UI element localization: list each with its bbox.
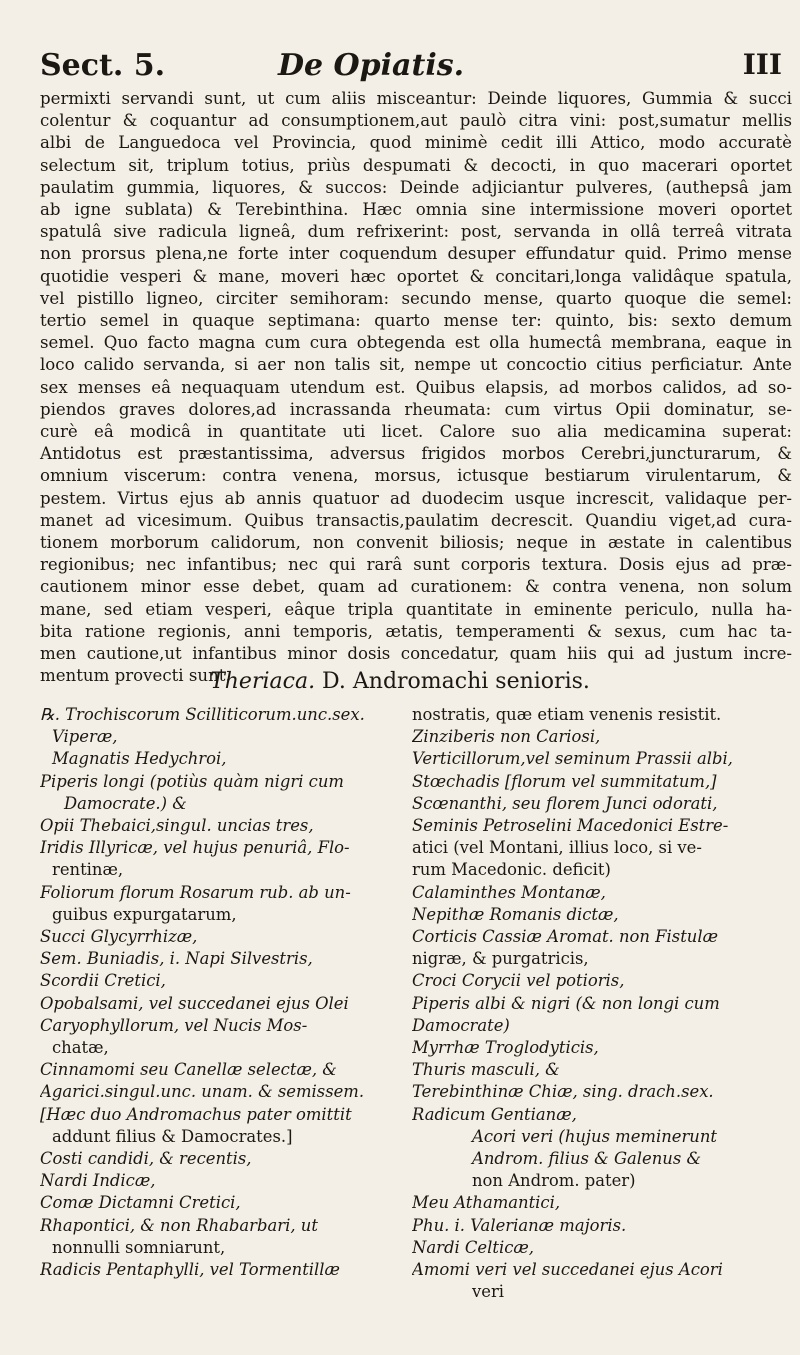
recipe-line: Calaminthes Montanæ, [412,882,606,902]
recipe-line: Succi Glycyrrhizæ, [40,927,198,947]
heading-rest: D. Andromachi senioris. [315,669,590,694]
text-line: spatulâ sive radicula ligneâ, dum refrixerint: post, servanda in ollâ terreâ vitrata [40,222,792,242]
text-line: selectum sit, triplum totius, priùs despumati & decocti, in quo macerari oportet [40,155,792,175]
recipe-line: nigræ, & purgatricis, [412,949,589,969]
running-head [40,48,782,88]
text-line: tertio semel in quaque septimana: quarto mense ter: quinto, bis: sexto demum [40,311,792,331]
text-line: mentum provecti sunt. [40,666,231,686]
heading-italic-part: Theriaca. [210,669,316,694]
text-line: sex menses eâ nequaquam utendum est. Quibus elapsis, ad morbos calidos, ad so- [40,377,792,397]
page-header-title: De Opiatis. [278,48,465,83]
recipe-line: Stœchadis [florum vel summitatum,] [412,771,717,791]
text-line: non prorsus plena,ne forte inter coquendum desuper effundatur quid. Primo mense [40,244,792,264]
text-line: loco calido servanda, si aer non talis sit, nempe ut concoctio citius perficiatur. Ante [40,355,792,375]
recipe-line: atici (vel Montani, illius loco, si ve- [412,838,702,858]
text-line: mane, sed etiam vesperi, eâque tripla quantitate in eminente periculo, nulla ha- [40,599,792,619]
recipe-line: Radicum Gentianæ, [412,1104,577,1124]
text-line: Antidotus est præstantissima, adversus frigidos morbos Cerebri,juncturarum, & [40,444,792,464]
main-paragraph [40,88,792,687]
recipe-left-column [40,704,400,1281]
recipe-line: Corticis Cassiæ Aromat. non Fistulæ [412,927,718,947]
recipe-line: Verticillorum,vel seminum Prassii albi, [412,749,733,769]
recipe-line: Scordii Cretici, [40,971,166,991]
recipe-line: Rhapontici, & non Rhabarbari, ut [40,1215,318,1235]
recipe-line: Radicis Pentaphylli, vel Tormentillæ [40,1260,340,1280]
recipe-line: [Hæc duo Andromachus pater omittit [40,1104,352,1124]
section-number: Sect. 5. [40,48,166,83]
recipe-line: nostratis, quæ etiam venenis resistit. [412,705,722,724]
recipe-line: Agarici.singul.unc. unam. & semissem. [40,1082,365,1102]
recipe-line: Costi candidi, & recentis, [40,1149,252,1169]
text-line: paulatim gummia, liquores, & succos: Deinde adjiciantur pulveres, (authepsâ jam [40,177,792,197]
recipe-line: Comæ Dictamni Cretici, [40,1193,241,1213]
recipe-line: Caryophyllorum, vel Nucis Mos- [40,1015,308,1035]
recipe-line: Terebinthinæ Chiæ, sing. drach.sex. [412,1082,714,1102]
recipe-line: addunt filius & Damocrates.] [52,1126,293,1146]
text-line: permixti servandi sunt, ut cum aliis misceantur: Deinde liquores, Gummia & succi [40,89,792,108]
text-line: colentur & coquantur ad consumptionem,aut paulò citra vini: post,sumatur mellis [40,111,792,131]
text-line: vel pistillo ligneo, circiter semihoram: secundo mense, quarto quoque die semel: [40,288,792,308]
recipe-line: rentinæ, [52,860,124,880]
recipe-line: Sem. Buniadis, i. Napi Silvestris, [40,949,313,969]
recipe-line: ℞. Trochiscorum Scilliticorum.unc.sex. [40,705,365,724]
recipe-line: Opobalsami, vel succedanei ejus Olei [40,993,349,1013]
recipe-line: Croci Corycii vel potioris, [412,971,625,991]
text-line: piendos graves dolores,ad incrassanda rheumata: cum virtus Opii dominatur, se- [40,399,792,419]
page-number: III [742,48,782,81]
recipe-line: Iridis Illyricæ, vel hujus penuriâ, Flo- [40,838,350,858]
recipe-line: chatæ, [52,1038,109,1058]
recipe-line: Phu. i. Valerianæ majoris. [412,1215,627,1235]
recipe-line: Thuris masculi, & [412,1060,560,1080]
recipe-line: rum Macedonic. deficit) [412,860,611,880]
recipe-line: Amomi veri vel succedanei ejus Acori [412,1260,723,1280]
recipe-line: Nardi Indicæ, [40,1171,156,1191]
recipe-line: Damocrate) [412,1015,510,1035]
text-line: albi de Languedoca vel Provincia, quod minimè cedit illi Attico, modo accuratè [40,133,792,153]
recipe-line: guibus expurgatarum, [52,904,237,924]
recipe-line: Nepithæ Romanis dictæ, [412,904,619,924]
recipe-line: nonnulli somniarunt, [52,1237,226,1257]
recipe-line: Opii Thebaici,singul. uncias tres, [40,816,314,836]
recipe-line: Piperis longi (potiùs quàm nigri cum [40,771,344,791]
recipe-line: Androm. filius & Galenus & [472,1149,702,1169]
recipe-line: Acori veri (hujus meminerunt [472,1126,718,1146]
recipe-line: Meu Athamantici, [412,1193,561,1213]
text-line: cautionem minor esse debet, quam ad curationem: & contra venena, non solum [40,577,792,597]
recipe-line: Nardi Celticæ, [412,1237,535,1257]
text-line: tionem morborum calidorum, non convenit biliosis; neque in æstate in calentibus [40,533,792,553]
recipe-line: Zinziberis non Cariosi, [412,727,601,747]
recipe-line: Cinnamomi seu Canellæ selectæ, & [40,1060,337,1080]
text-line: omnium viscerum: contra venena, morsus, ictusque bestiarum virulentarum, & [40,466,792,486]
recipe-line: non Androm. pater) [472,1171,636,1191]
text-line: curè eâ modicâ in quantitate uti licet. Calore suo alia medicamina superat: [40,422,792,442]
text-line: pestem. Virtus ejus ab annis quatuor ad duodecim usque increscit, validaque per- [40,488,792,508]
text-line: men cautione,ut infantibus minor dosis concedatur, quam hiis qui ad justum incre- [40,644,792,664]
recipe-line: Seminis Petroselini Macedonici Estre- [412,816,729,836]
text-line: ab igne sublata) & Terebinthina. Hæc omnia sine intermissione moveri oportet [40,200,792,220]
recipe-line: Foliorum florum Rosarum rub. ab un- [40,882,351,902]
recipe-line: Magnatis Hedychroi, [52,749,227,769]
recipe-right-column [412,704,797,1303]
recipe-line: Damocrate.) & [64,793,187,813]
recipe-line: Viperæ, [52,727,118,747]
text-line: regionibus; nec infantibus; nec qui rarâ sunt corporis textura. Dosis ejus ad præ- [40,555,792,575]
section-heading [0,668,800,696]
recipe-line: veri [472,1282,505,1302]
text-line: semel. Quo facto magna cum cura obtegenda est olla humectâ membrana, eaque in [40,333,792,353]
recipe-line: Scœnanthi, seu florem Junci odorati, [412,793,718,813]
text-line: bita ratione regionis, anni temporis, ætatis, temperamenti & sexus, cum hac ta- [40,621,792,641]
text-line: quotidie vesperi & mane, moveri hæc oportet & concitari,longa validâque spatula, [40,266,792,286]
text-line: manet ad vicesimum. Quibus transactis,paulatim decrescit. Quandiu viget,ad cura- [40,510,792,530]
recipe-line: Piperis albi & nigri (& non longi cum [412,993,720,1013]
recipe-line: Myrrhæ Troglodyticis, [412,1038,599,1058]
